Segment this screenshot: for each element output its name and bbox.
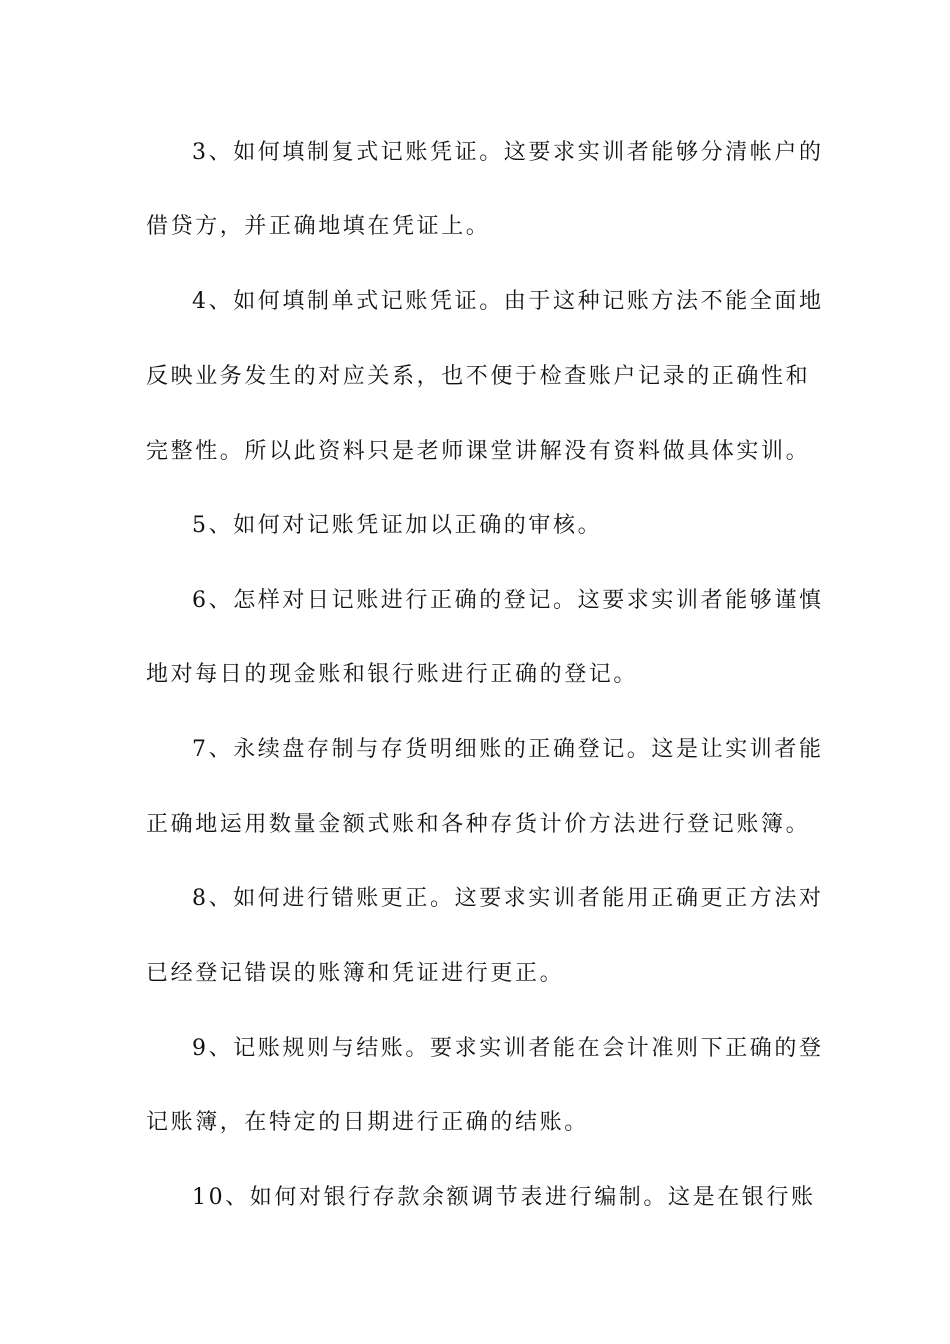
item-7-line-1: 7、永续盘存制与存货明细账的正确登记。这是让实训者能 [192, 737, 824, 762]
item-6-line-2: 地对每日的现金账和银行账进行正确的登记。 [146, 662, 639, 687]
item-4-line-3: 完整性。所以此资料只是老师课堂讲解没有资料做具体实训。 [146, 439, 811, 464]
item-8-line-1: 8、如何进行错账更正。这要求实训者能用正确更正方法对 [192, 886, 824, 911]
item-6-line-1: 6、怎样对日记账进行正确的登记。这要求实训者能够谨慎 [192, 588, 824, 613]
item-3-line-2: 借贷方，并正确地填在凭证上。 [146, 214, 491, 239]
item-9-line-1: 9、记账规则与结账。要求实训者能在会计准则下正确的登 [192, 1036, 824, 1061]
item-4-line-1: 4、如何填制单式记账凭证。由于这种记账方法不能全面地 [192, 289, 824, 314]
item-3-line-1: 3、如何填制复式记账凭证。这要求实训者能够分清帐户的 [192, 140, 824, 165]
item-8-line-2: 已经登记错误的账簿和凭证进行更正。 [146, 961, 565, 986]
item-4-line-2: 反映业务发生的对应关系，也不便于检查账户记录的正确性和 [146, 364, 811, 389]
item-10-line-1: 10、如何对银行存款余额调节表进行编制。这是在银行账 [192, 1185, 816, 1210]
item-7-line-2: 正确地运用数量金额式账和各种存货计价方法进行登记账簿。 [146, 812, 811, 837]
item-9-line-2: 记账簿，在特定的日期进行正确的结账。 [146, 1110, 589, 1135]
item-5-line-1: 5、如何对记账凭证加以正确的审核。 [192, 513, 603, 538]
